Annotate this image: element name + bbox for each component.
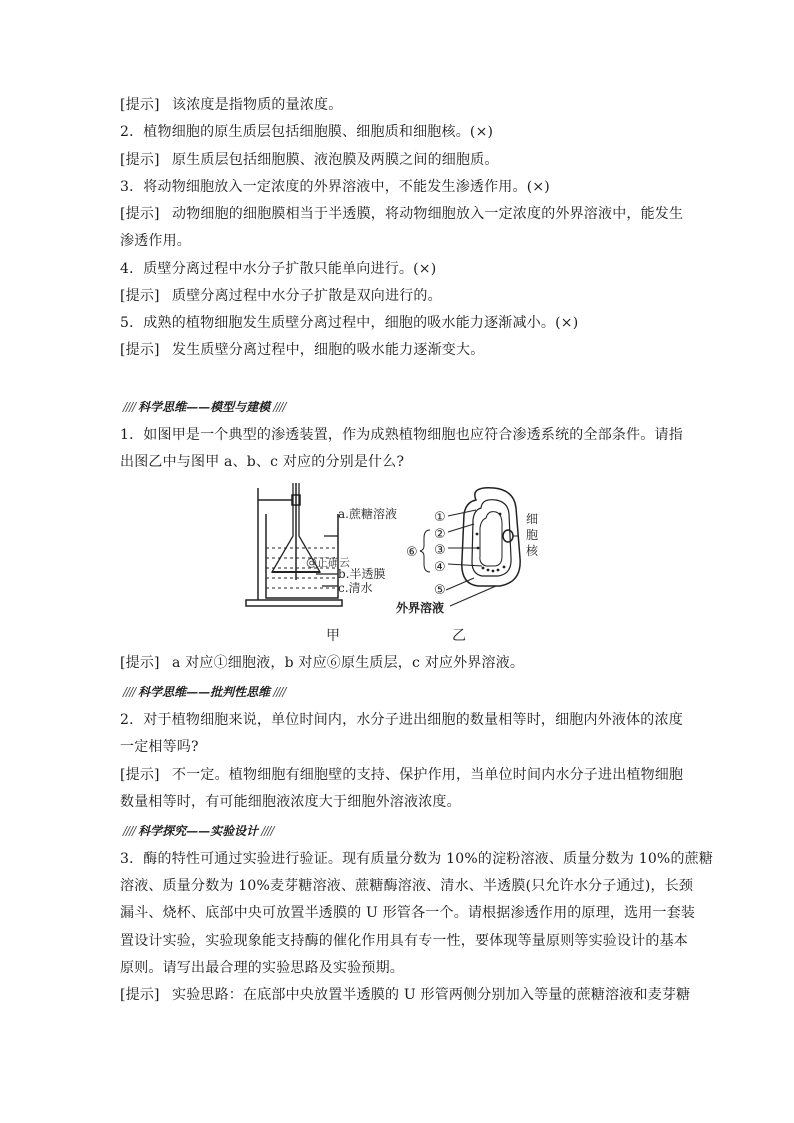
nucleus-label-2: 胞 (526, 528, 538, 542)
hint-line (120, 204, 683, 224)
label-a: a.蔗糖溶液 (338, 507, 397, 521)
question-text: 原则。请写出最合理的实验思路及实验预期。 (120, 960, 404, 976)
divider-slashes: //// (123, 685, 136, 699)
hint-tag: [提示] (120, 342, 160, 358)
label-1: ① (434, 510, 446, 525)
caption-yi: 乙 (452, 628, 466, 644)
label-5: ⑤ (434, 583, 446, 598)
hint-text: 动物细胞的细胞膜相当于半透膜，将动物细胞放入一定浓度的外界溶液中，能发生 (172, 206, 684, 222)
hint-line (120, 150, 499, 170)
statement-text: 2．植物细胞的原生质层包括细胞膜、细胞质和细胞核。(×) (120, 124, 494, 140)
hint-text: 实验思路：在底部中央放置半透膜的 U 形管两侧分别加入等量的蔗糖溶液和麦芽糖 (172, 987, 691, 1003)
question-line (120, 452, 404, 472)
hint-line (120, 95, 342, 115)
section-title: 科学思维——批判性思维 (138, 685, 271, 699)
statement-text: 5．成熟的植物细胞发生质壁分离过程中，细胞的吸水能力逐渐减小。(×) (120, 315, 579, 331)
outer-solution-label: 外界溶液 (396, 601, 445, 615)
hint-text: 该浓度是指物质的量浓度。 (172, 97, 343, 113)
nucleus-label-3: 核 (526, 544, 538, 558)
leader-lines (446, 510, 518, 606)
question-line (120, 876, 693, 896)
hint-line (120, 286, 442, 306)
hint-text: 数量相等时，有可能细胞液浓度大于细胞外溶液浓度。 (120, 794, 461, 810)
hint-line (120, 340, 484, 360)
label-2: ② (434, 527, 446, 542)
funnel (272, 483, 338, 586)
divider-slashes: //// (261, 824, 274, 838)
question-line (120, 931, 688, 951)
hint-tag: [提示] (120, 288, 160, 304)
section-heading (120, 683, 288, 701)
plant-cell (462, 488, 520, 586)
label-c: c.清水 (338, 581, 373, 595)
hint-text: 发生质壁分离过程中，细胞的吸水能力逐渐变大。 (172, 342, 485, 358)
caption-jia: 甲 (326, 628, 340, 644)
nucleus-label-1: 细 (526, 512, 538, 526)
hint-tag: [提示] (120, 97, 160, 113)
hint-tag: [提示] (120, 655, 160, 671)
hint-text: a 对应①细胞液，b 对应⑥原生质层，c 对应外界溶液。 (172, 655, 525, 671)
question-text: 2．对于植物细胞来说，单位时间内，水分子进出细胞的数量相等时，细胞内外液体的浓度 (120, 712, 683, 728)
divider-slashes: //// (123, 400, 136, 414)
divider-slashes: //// (123, 824, 136, 838)
question-line (120, 958, 404, 978)
statement-line (120, 122, 493, 142)
statement-line (120, 259, 436, 279)
section-heading (120, 398, 288, 416)
hint-tag: [提示] (120, 987, 160, 1003)
section-title: 科学探究——实验设计 (138, 824, 259, 838)
hint-tag: [提示] (120, 767, 160, 783)
osmosis-figure (238, 478, 538, 648)
question-text: 出图乙中与图甲 a、b、c 对应的分别是什么? (120, 454, 405, 470)
divider-slashes: //// (273, 685, 286, 699)
statement-line (120, 313, 578, 333)
statement-text: 3．将动物细胞放入一定浓度的外界溶液中，不能发生渗透作用。(×) (120, 179, 550, 195)
question-line (120, 710, 683, 730)
hint-line (120, 765, 683, 785)
question-line (120, 849, 713, 869)
statement-line (120, 177, 550, 197)
question-line (120, 903, 695, 923)
label-6: ⑥ (406, 545, 418, 560)
question-line (120, 737, 199, 757)
question-text: 置设计实验，实验现象能支持酶的催化作用具有专一性，要体现等量原则等实验设计的基本 (120, 933, 688, 949)
hint-continuation (120, 231, 191, 251)
statement-text: 4．质壁分离过程中水分子扩散只能单向进行。(×) (120, 261, 437, 277)
hint-text: 渗透作用。 (120, 233, 191, 249)
hint-continuation (120, 792, 461, 812)
hint-text: 不一定。植物细胞有细胞壁的支持、保护作用，当单位时间内水分子进出植物细胞 (172, 767, 684, 783)
label-b: b.半透膜 (338, 567, 386, 581)
hint-text: 原生质层包括细胞膜、液泡膜及两膜之间的细胞质。 (172, 152, 499, 168)
question-line (120, 425, 683, 445)
brace (420, 530, 430, 572)
watermark-text: @正确云 (306, 556, 350, 569)
hint-tag: [提示] (120, 206, 160, 222)
section-heading (120, 822, 276, 840)
label-3: ③ (434, 543, 446, 558)
question-text: 1．如图甲是一个典型的渗透装置，作为成熟植物细胞也应符合渗透系统的全部条件。请指 (120, 427, 683, 443)
hint-tag: [提示] (120, 152, 160, 168)
question-text: 一定相等吗? (120, 739, 199, 755)
hint-text: 质壁分离过程中水分子扩散是双向进行的。 (172, 288, 442, 304)
label-4: ④ (434, 560, 446, 575)
osmosis-diagram (238, 478, 538, 648)
hint-line (120, 653, 524, 673)
section-title: 科学思维——模型与建模 (138, 400, 271, 414)
question-text: 溶液、质量分数为 10%麦芽糖溶液、蔗糖酶溶液、清水、半透膜(只允许水分子通过)，长颈 (120, 878, 694, 894)
hint-line (120, 985, 690, 1005)
divider-slashes: //// (273, 400, 286, 414)
question-text: 3．酶的特性可通过实验进行验证。现有质量分数为 10%的淀粉溶液、质量分数为 10%的蔗糖 (120, 851, 714, 867)
question-text: 漏斗、烧杯、底部中央可放置半透膜的 U 形管各一个。请根据渗透作用的原理，选用一套装 (120, 905, 696, 921)
